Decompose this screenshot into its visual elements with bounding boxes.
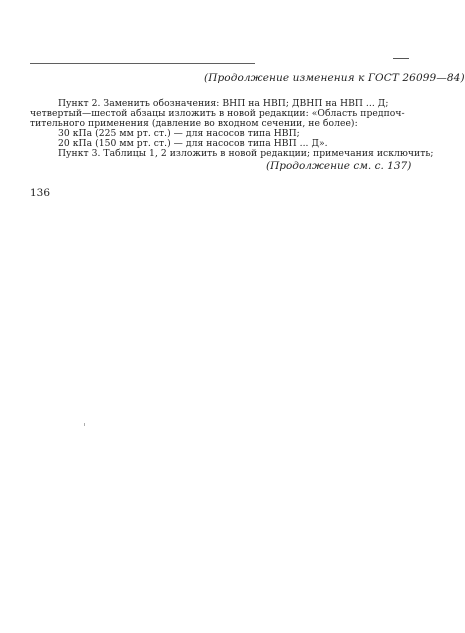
continuation-footer: (Продолжение см. с. 137) <box>266 160 412 172</box>
text-line-4: 30 кПа (225 мм рт. ст.) — для насосов типа НВП; <box>58 128 300 139</box>
page-number: 136 <box>30 187 51 199</box>
top-right-mark <box>393 58 409 59</box>
top-divider-line <box>30 63 255 64</box>
text-line-3: тительного применения (давление во входном сечении, не более): <box>30 118 358 129</box>
scan-speck <box>84 423 85 426</box>
continuation-header: (Продолжение изменения к ГОСТ 26099—84) <box>204 72 465 84</box>
text-line-1: Пункт 2. Заменить обозначения: ВНП на НВП; ДВНП на НВП ... Д; <box>58 98 389 109</box>
text-line-6: Пункт 3. Таблицы 1, 2 изложить в новой редакции; примечания исключить; <box>58 148 434 159</box>
text-line-5: 20 кПа (150 мм рт. ст.) — для насосов типа НВП ... Д». <box>58 138 328 149</box>
text-line-2: четвертый—шестой абзацы изложить в новой редакции: «Область предпоч- <box>30 108 405 119</box>
